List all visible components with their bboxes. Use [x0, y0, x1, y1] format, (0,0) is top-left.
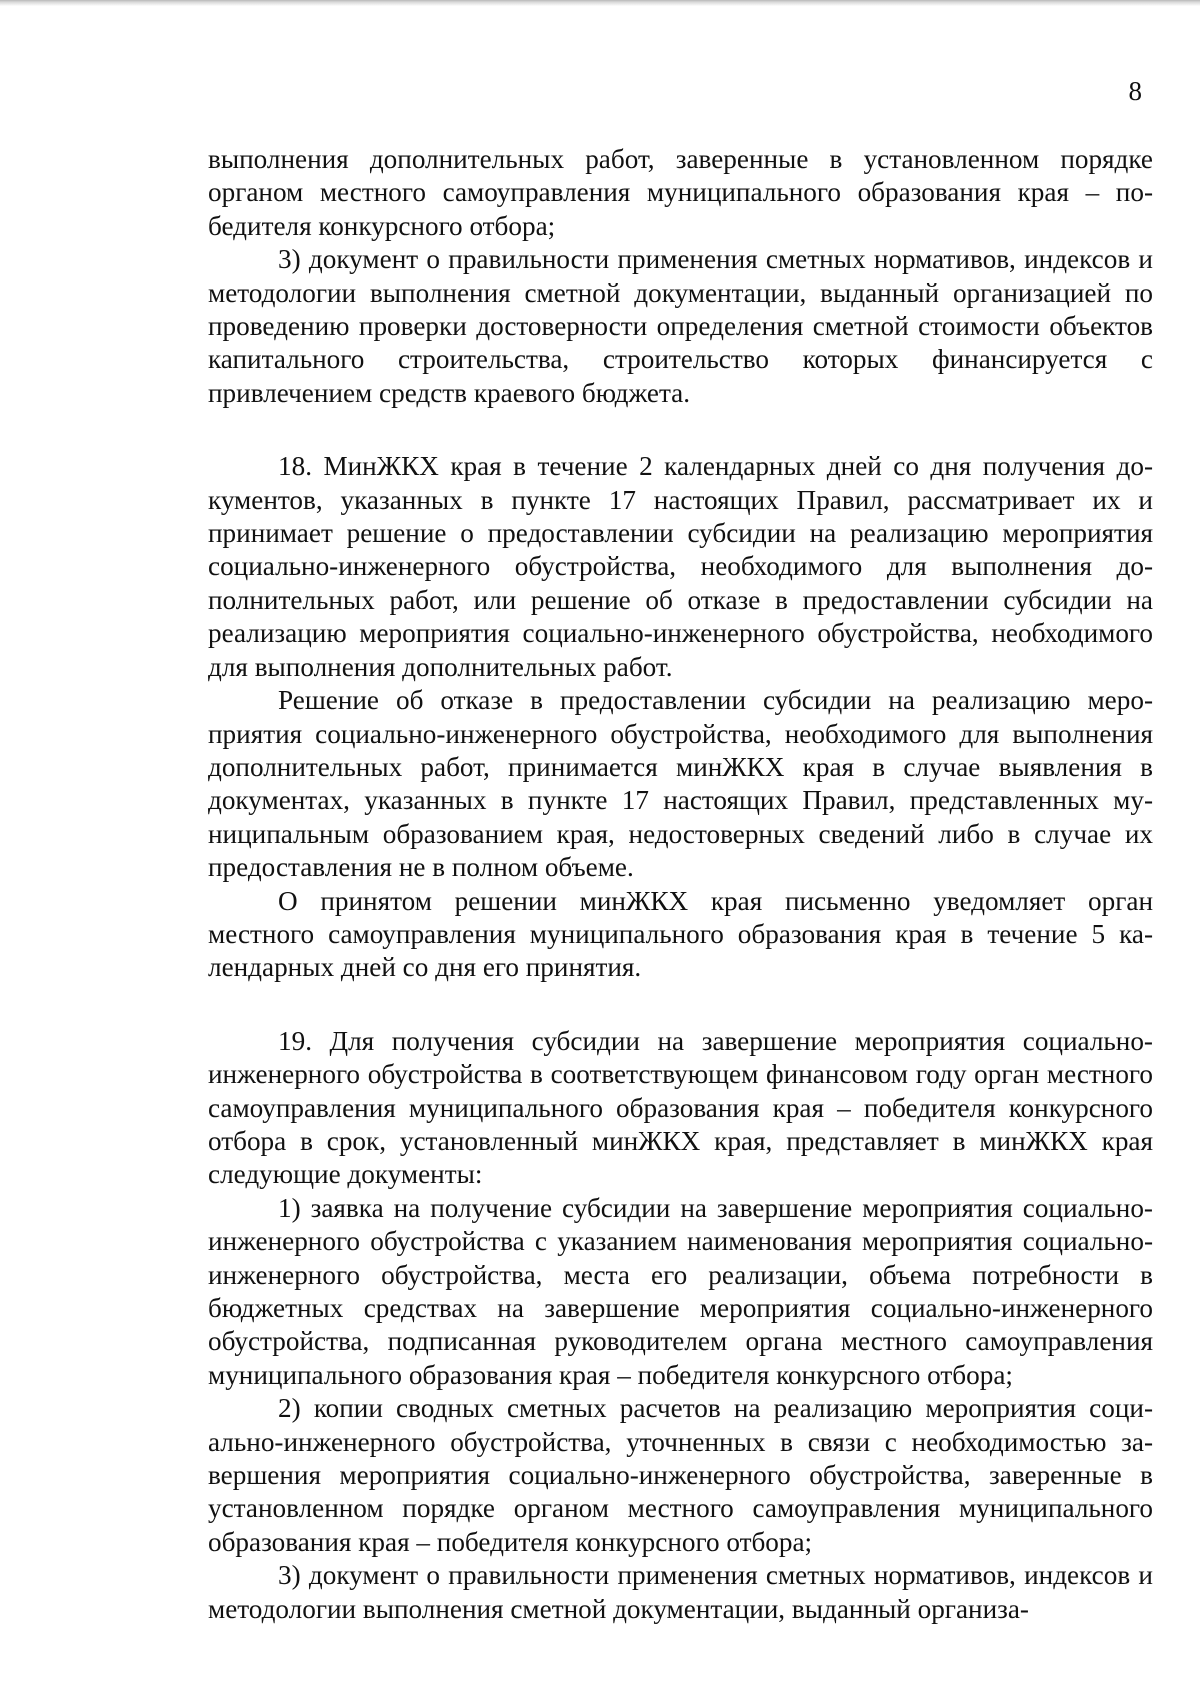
paragraph-item-3: 3) документ о правильности применения сметных нормативов, индексов и методологии выполнения сметной документации, выданный организацией по проведению проверки достоверности определения сметной стоимости объектов капитального строительства, строительство которых финансируется с привлечением средств краевого бюджета. — [208, 244, 1153, 408]
paragraph-item-2: 2) копии сводных сметных расчетов на реализацию мероприятия социально-инженерного обустройства, уточненных в связи с необходимостью завершения мероприятия социально-инженерного обустройства, заверенные в установленном порядке органом местного самоуправления муниципального образования края – победителя конкурсного отбора; — [208, 1393, 1153, 1557]
paragraph-section-19: 19. Для получения субсидии на завершение мероприятия социально-инженерного обустройства в соответствующем финансовом году орган местного самоуправления муниципального образования края – победителя конкурсного отбора в срок, установленный минЖКХ края, представляет в минЖКХ края следующие документы: — [208, 1025, 1153, 1190]
paragraph-refusal-decision: Решение об отказе в предоставлении субсидии на реализацию мероприятия социально-инженерного обустройства, необходимого для выполнения дополнительных работ, принимается минЖКХ края в случае выявления в документах, указанных в пункте 17 настоящих Правил, представленных муниципальным образованием края, недостоверных сведений либо в случае их предоставления не в полном объеме. — [208, 685, 1153, 883]
paragraph-notification: О принятом решении минЖКХ края письменно уведомляет орган местного самоуправления муниципального образования края в течение 5 календарных дней со дня его принятия. — [208, 885, 1153, 983]
paragraph-item-3-cont: 3) документ о правильности применения сметных нормативов, индексов и методологии выполнения сметной документации, выданный организа- — [208, 1560, 1153, 1624]
scan-top-edge — [0, 0, 1200, 6]
section-gap — [208, 410, 1153, 450]
document-body — [208, 143, 1153, 1626]
section-gap — [208, 985, 1153, 1025]
paragraph-section-18: 18. МинЖКХ края в течение 2 календарных дней со дня получения документов, указанных в пункте 17 настоящих Правил, рассматривает их и принимает решение о предоставлении субсидии на реализацию мероприятия социально-инженерного обустройства, необходимого для выполнения дополнительных работ, или решение об отказе в предоставлении субсидии на реализацию мероприятия социально-инженерного обустройства, необходимого для выполнения дополнительных работ. — [208, 451, 1153, 682]
paragraph-continuation: выполнения дополнительных работ, заверенные в установленном порядке органом местного самоуправления муниципального образования края – победителя конкурсного отбора; — [208, 144, 1153, 241]
paragraph-item-1: 1) заявка на получение субсидии на завершение мероприятия социально-инженерного обустройства с указанием наименования мероприятия социально-инженерного обустройства, места его реализации, объема потребности в бюджетных средствах на завершение мероприятия социально-инженерного обустройства, подписанная руководителем органа местного самоуправления муниципального образования края – победителя конкурсного отбора; — [208, 1192, 1153, 1390]
page-number: 8 — [1128, 76, 1142, 106]
